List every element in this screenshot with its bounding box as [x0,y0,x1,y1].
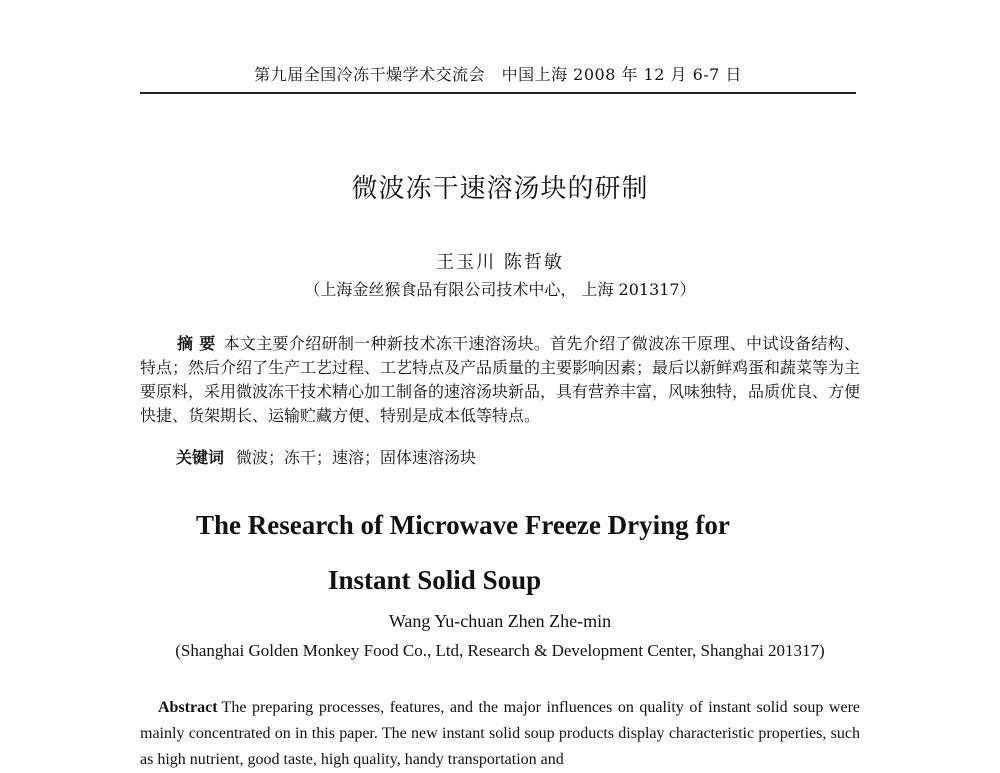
english-title-line1-text: The Research of Microwave Freeze Drying for [196,510,730,540]
chinese-keywords-text: 微波；冻干；速溶；固体速溶汤块 [236,448,477,467]
english-title-line2 [0,565,1000,596]
chinese-authors: 王玉川 陈哲敏 [436,252,564,273]
english-affiliation: (Shanghai Golden Monkey Food Co., Ltd, Research & Development Center, Shanghai 201317) [175,641,825,660]
english-abstract-text: The preparing processes, features, and the major influences on quality of instant solid soup were mainly concentrated on in this paper. The new instant solid soup products display characteristic properties, such as high nutrient, good taste, high quality, handy transportation and [140,699,860,768]
english-abstract-label: Abstract [158,699,218,716]
chinese-keywords [176,445,476,468]
chinese-abstract [140,332,860,428]
chinese-title: 微波冻干速溶汤块的研制 [351,174,649,204]
chinese-keywords-label: 关键词 [176,448,225,467]
english-title-line2-text: Instant Solid Soup [328,565,542,595]
chinese-abstract-text: 本文主要介绍研制一种新技术冻干速溶汤块。首先介绍了微波冻干原理、中试设备结构、特点；然后介绍了生产工艺过程、工艺特点及产品质量的主要影响因素；最后以新鲜鸡蛋和蔬菜等为主要原料，采用微波冻干技术精心加工制备的速溶汤块新品，具有营养丰富，风味独特，品质优良、方便快捷、货架期长、运输贮藏方便、特别是成本低等特点。 [140,334,861,425]
header-rule [140,92,856,94]
conference-header: 第九届全国冷冻干燥学术交流会 中国上海 2008 年 12 月 6-7 日 [254,65,742,84]
chinese-affiliation: （上海金丝猴食品有限公司技术中心， 上海 201317） [304,280,696,299]
english-title-line1 [0,510,1000,541]
english-authors: Wang Yu-chuan Zhen Zhe-min [388,611,612,631]
chinese-abstract-label: 摘 要 [177,334,216,353]
english-abstract [140,695,860,773]
